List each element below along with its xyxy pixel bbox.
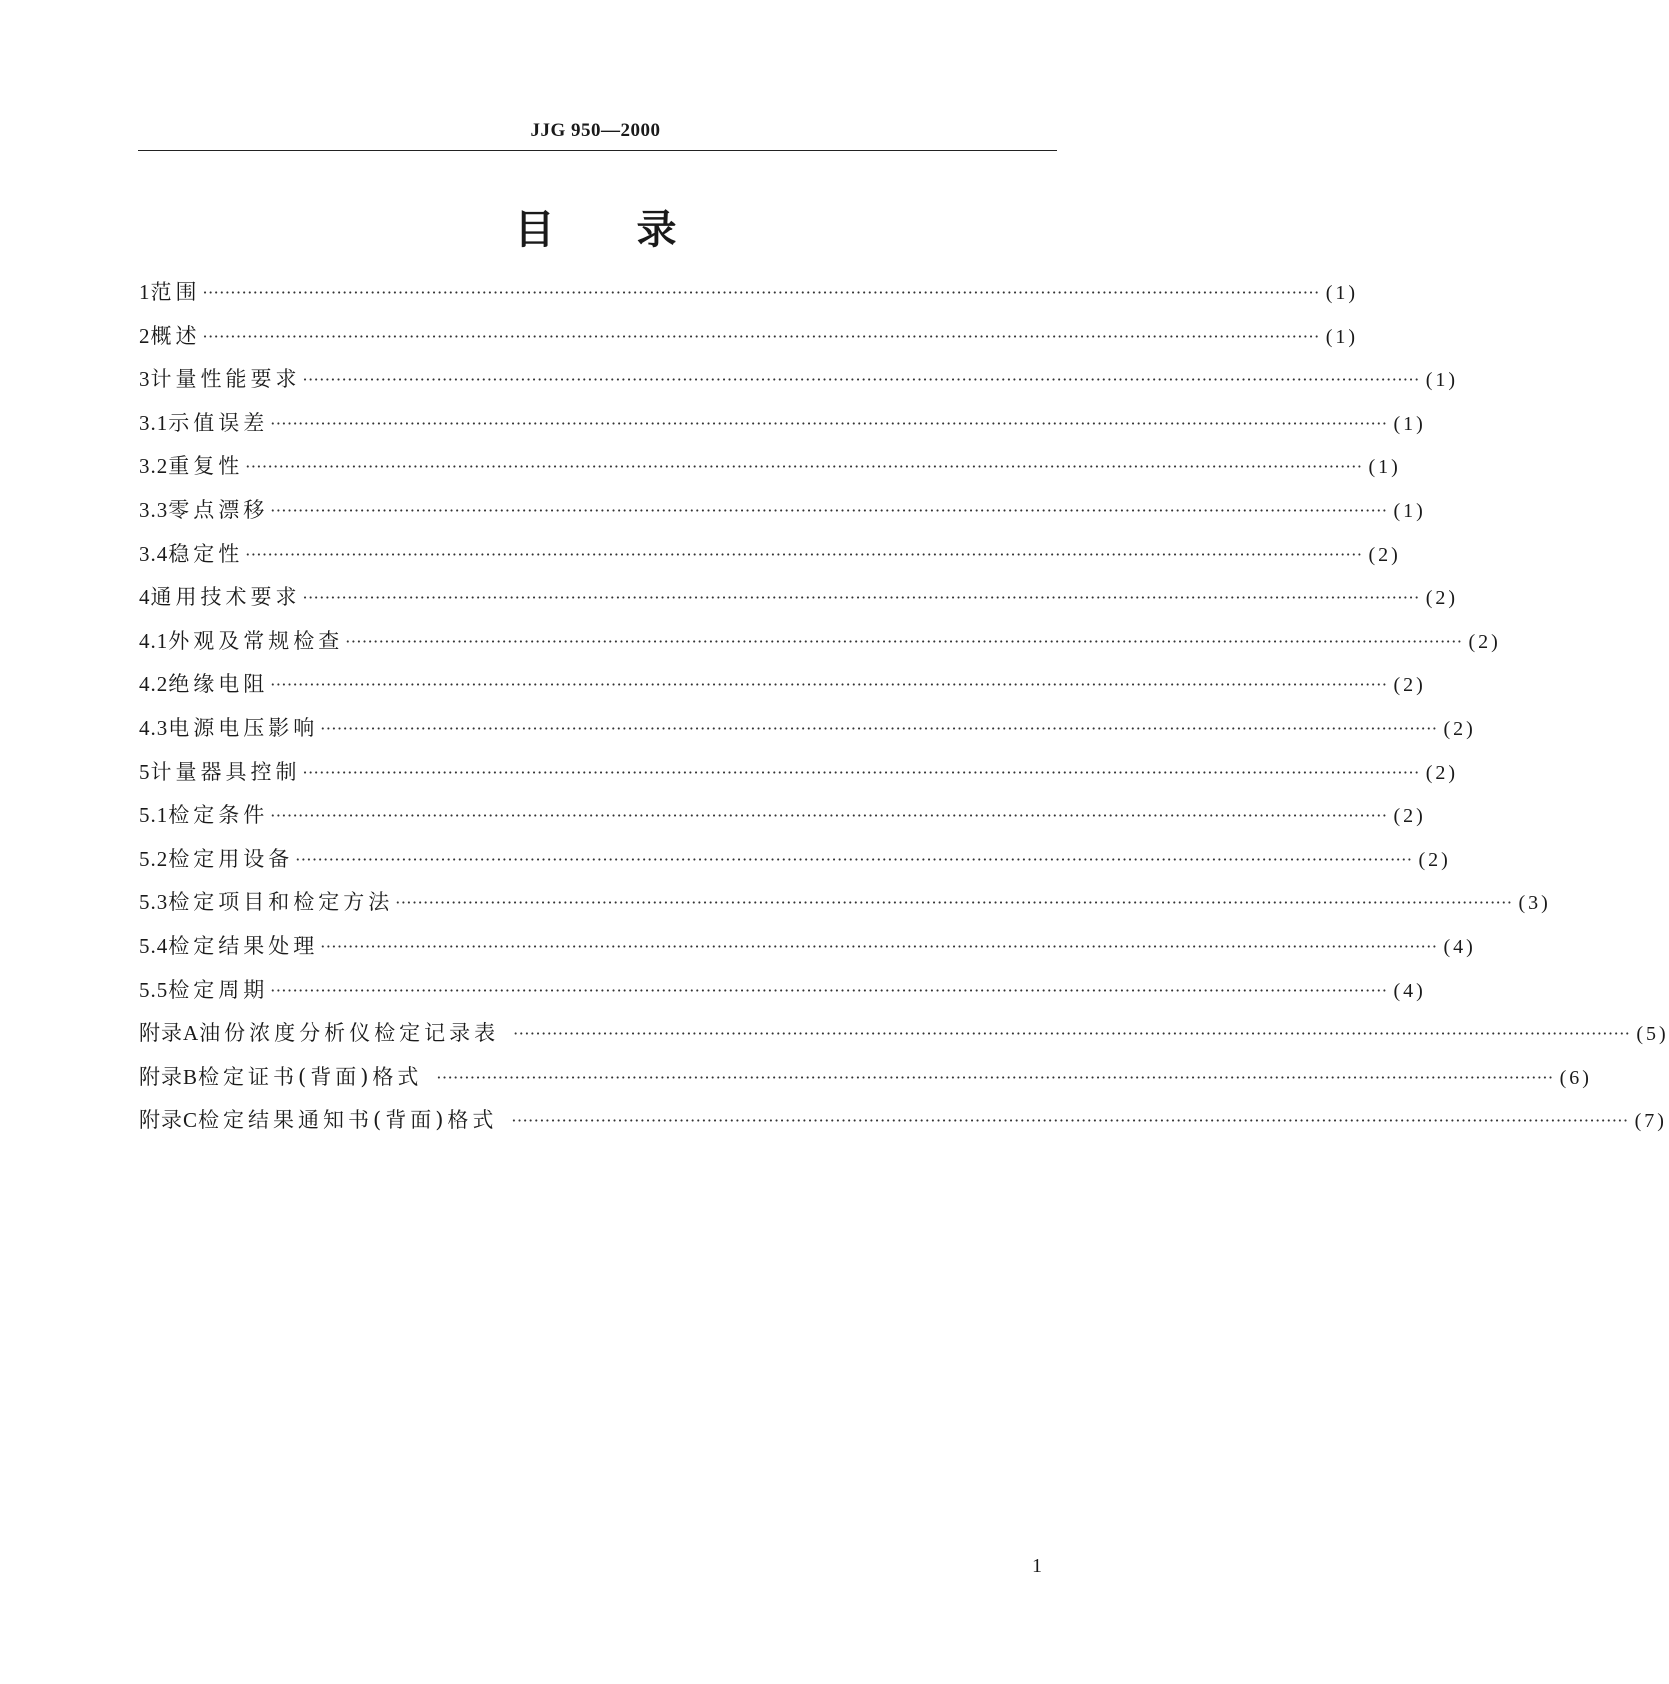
toc-entry-label: 范围: [150, 280, 201, 304]
toc-entry-number: 5.2: [139, 846, 169, 871]
toc-entry-page: (4): [1443, 935, 1476, 958]
toc-entry-5-5[interactable]: [139, 974, 1426, 1018]
toc-entry-4-3[interactable]: [139, 712, 1476, 756]
toc-entry-label: 检定用设备: [168, 846, 294, 871]
toc-entry-label: 绝缘电阻: [168, 672, 269, 697]
dot-leader: ········································································································································································································: [302, 588, 1420, 608]
toc-entry-4-1[interactable]: [139, 625, 1501, 669]
dot-leader: ········································································································································································································: [320, 936, 1438, 956]
toc-entry-number: 附录C: [139, 1108, 199, 1133]
toc-entry-number: 3: [139, 367, 151, 392]
toc-entry-label: 检定证书(背面)格式: [198, 1064, 423, 1089]
toc-entry-2[interactable]: [139, 320, 1359, 364]
toc-entry-page: (2): [1425, 587, 1459, 610]
toc-entry-number: 1: [139, 280, 151, 304]
toc-entry-label: 示值误差: [168, 410, 269, 435]
toc-entry-number: 4.2: [139, 672, 169, 697]
toc-entry-3-3[interactable]: [139, 494, 1426, 538]
dot-leader: ········································································································································································································: [295, 849, 1413, 869]
toc-entry-label: 稳定性: [168, 541, 244, 566]
toc-entry-page: (2): [1368, 543, 1401, 566]
toc-entry-5-1[interactable]: [139, 799, 1426, 843]
toc-title: 目录: [514, 207, 759, 253]
table-of-contents: [139, 276, 1669, 1148]
toc-entry-page: (1): [1393, 412, 1426, 435]
dot-leader: ········································································································································································································: [395, 893, 1513, 913]
toc-entry-page: (2): [1418, 848, 1451, 871]
dot-leader: ········································································································································································································: [202, 326, 1320, 346]
dot-leader: ········································································································································································································: [302, 370, 1420, 390]
toc-entry-number: 5.5: [139, 977, 169, 1002]
dot-leader: ········································································································································································································: [202, 283, 1320, 302]
toc-entry-label: 外观及常规检查: [168, 628, 344, 653]
toc-entry-3[interactable]: [139, 363, 1459, 407]
toc-entry-3-4[interactable]: [139, 538, 1401, 582]
toc-entry-label: 检定结果处理: [168, 933, 319, 958]
toc-entry-page: (4): [1393, 979, 1426, 1002]
toc-entry-number: 5: [139, 759, 151, 784]
toc-entry-4[interactable]: [139, 581, 1459, 625]
toc-entry-label: 电源电压影响: [168, 715, 319, 740]
toc-entry-page: (2): [1393, 805, 1426, 828]
standard-code-header: JJG 950—2000: [530, 120, 661, 141]
toc-entry-5[interactable]: [139, 756, 1459, 800]
toc-entry-label: 通用技术要求: [150, 585, 301, 610]
toc-entry-number: 3.3: [139, 497, 169, 522]
toc-entry-page: (1): [1325, 325, 1359, 348]
toc-entry-label: 检定条件: [168, 803, 269, 828]
toc-entry-label: 油份浓度分析仪检定记录表: [199, 1021, 500, 1046]
toc-entry-3-2[interactable]: [139, 450, 1401, 494]
dot-leader: ········································································································································································································: [436, 1067, 1554, 1087]
toc-entry-label: 检定结果通知书(背面)格式: [198, 1108, 498, 1133]
toc-entry-page: (7): [1634, 1110, 1667, 1133]
dot-leader: ········································································································································································································: [320, 718, 1438, 738]
toc-entry-appendix-c[interactable]: [139, 1104, 1667, 1148]
dot-leader: ········································································································································································································: [511, 1111, 1629, 1131]
dot-leader: ········································································································································································································: [270, 675, 1388, 695]
toc-entry-label: 计量器具控制: [150, 759, 301, 784]
toc-entry-page: (2): [1443, 717, 1476, 740]
header-divider: [138, 150, 1057, 151]
toc-entry-number: 2: [139, 323, 151, 348]
toc-entry-number: 4: [139, 585, 151, 610]
dot-leader: ········································································································································································································: [270, 806, 1388, 826]
toc-entry-1[interactable]: [139, 276, 1359, 320]
toc-entry-5-3[interactable]: [139, 886, 1551, 930]
toc-entry-page: (1): [1393, 499, 1426, 522]
toc-entry-number: 5.4: [139, 933, 169, 958]
dot-leader: ········································································································································································································: [302, 762, 1420, 782]
dot-leader: ········································································································································································································: [270, 413, 1388, 433]
toc-entry-label: 零点漂移: [168, 497, 269, 522]
dot-leader: ········································································································································································································: [345, 631, 1463, 651]
toc-entry-number: 3.4: [139, 541, 169, 566]
toc-entry-5-4[interactable]: [139, 930, 1476, 974]
toc-entry-5-2[interactable]: [139, 843, 1451, 887]
toc-entry-page: (5): [1636, 1023, 1669, 1046]
toc-entry-number: 附录B: [139, 1064, 199, 1089]
toc-entry-page: (2): [1425, 761, 1459, 784]
dot-leader: ········································································································································································································: [245, 544, 1363, 564]
dot-leader: ········································································································································································································: [270, 980, 1388, 1000]
dot-leader: ········································································································································································································: [270, 500, 1388, 520]
toc-entry-page: (1): [1368, 456, 1401, 479]
toc-entry-label: 计量性能要求: [150, 367, 301, 392]
toc-entry-appendix-a[interactable]: [139, 1017, 1669, 1061]
dot-leader: ········································································································································································································: [245, 457, 1363, 477]
toc-entry-3-1[interactable]: [139, 407, 1426, 451]
dot-leader: ········································································································································································································: [513, 1024, 1631, 1044]
toc-entry-page: (1): [1425, 369, 1459, 392]
toc-entry-label: 概述: [150, 323, 201, 348]
page-number: 1: [1032, 1555, 1042, 1577]
toc-entry-number: 5.1: [139, 803, 169, 828]
toc-entry-page: (2): [1393, 674, 1426, 697]
toc-entry-number: 5.3: [139, 890, 169, 915]
toc-entry-label: 检定周期: [168, 977, 269, 1002]
toc-entry-number: 4.1: [139, 628, 169, 653]
toc-entry-4-2[interactable]: [139, 668, 1426, 712]
toc-entry-number: 3.2: [139, 454, 169, 479]
toc-entry-number: 3.1: [139, 410, 169, 435]
toc-entry-appendix-b[interactable]: [139, 1061, 1592, 1105]
toc-entry-label: 检定项目和检定方法: [168, 890, 394, 915]
toc-entry-number: 附录A: [139, 1021, 200, 1046]
toc-entry-page: (2): [1468, 630, 1501, 653]
toc-entry-page: (6): [1559, 1066, 1592, 1089]
toc-entry-label: 重复性: [168, 454, 244, 479]
toc-entry-page: (1): [1325, 282, 1359, 304]
toc-entry-page: (3): [1518, 892, 1551, 915]
toc-entry-number: 4.3: [139, 715, 169, 740]
